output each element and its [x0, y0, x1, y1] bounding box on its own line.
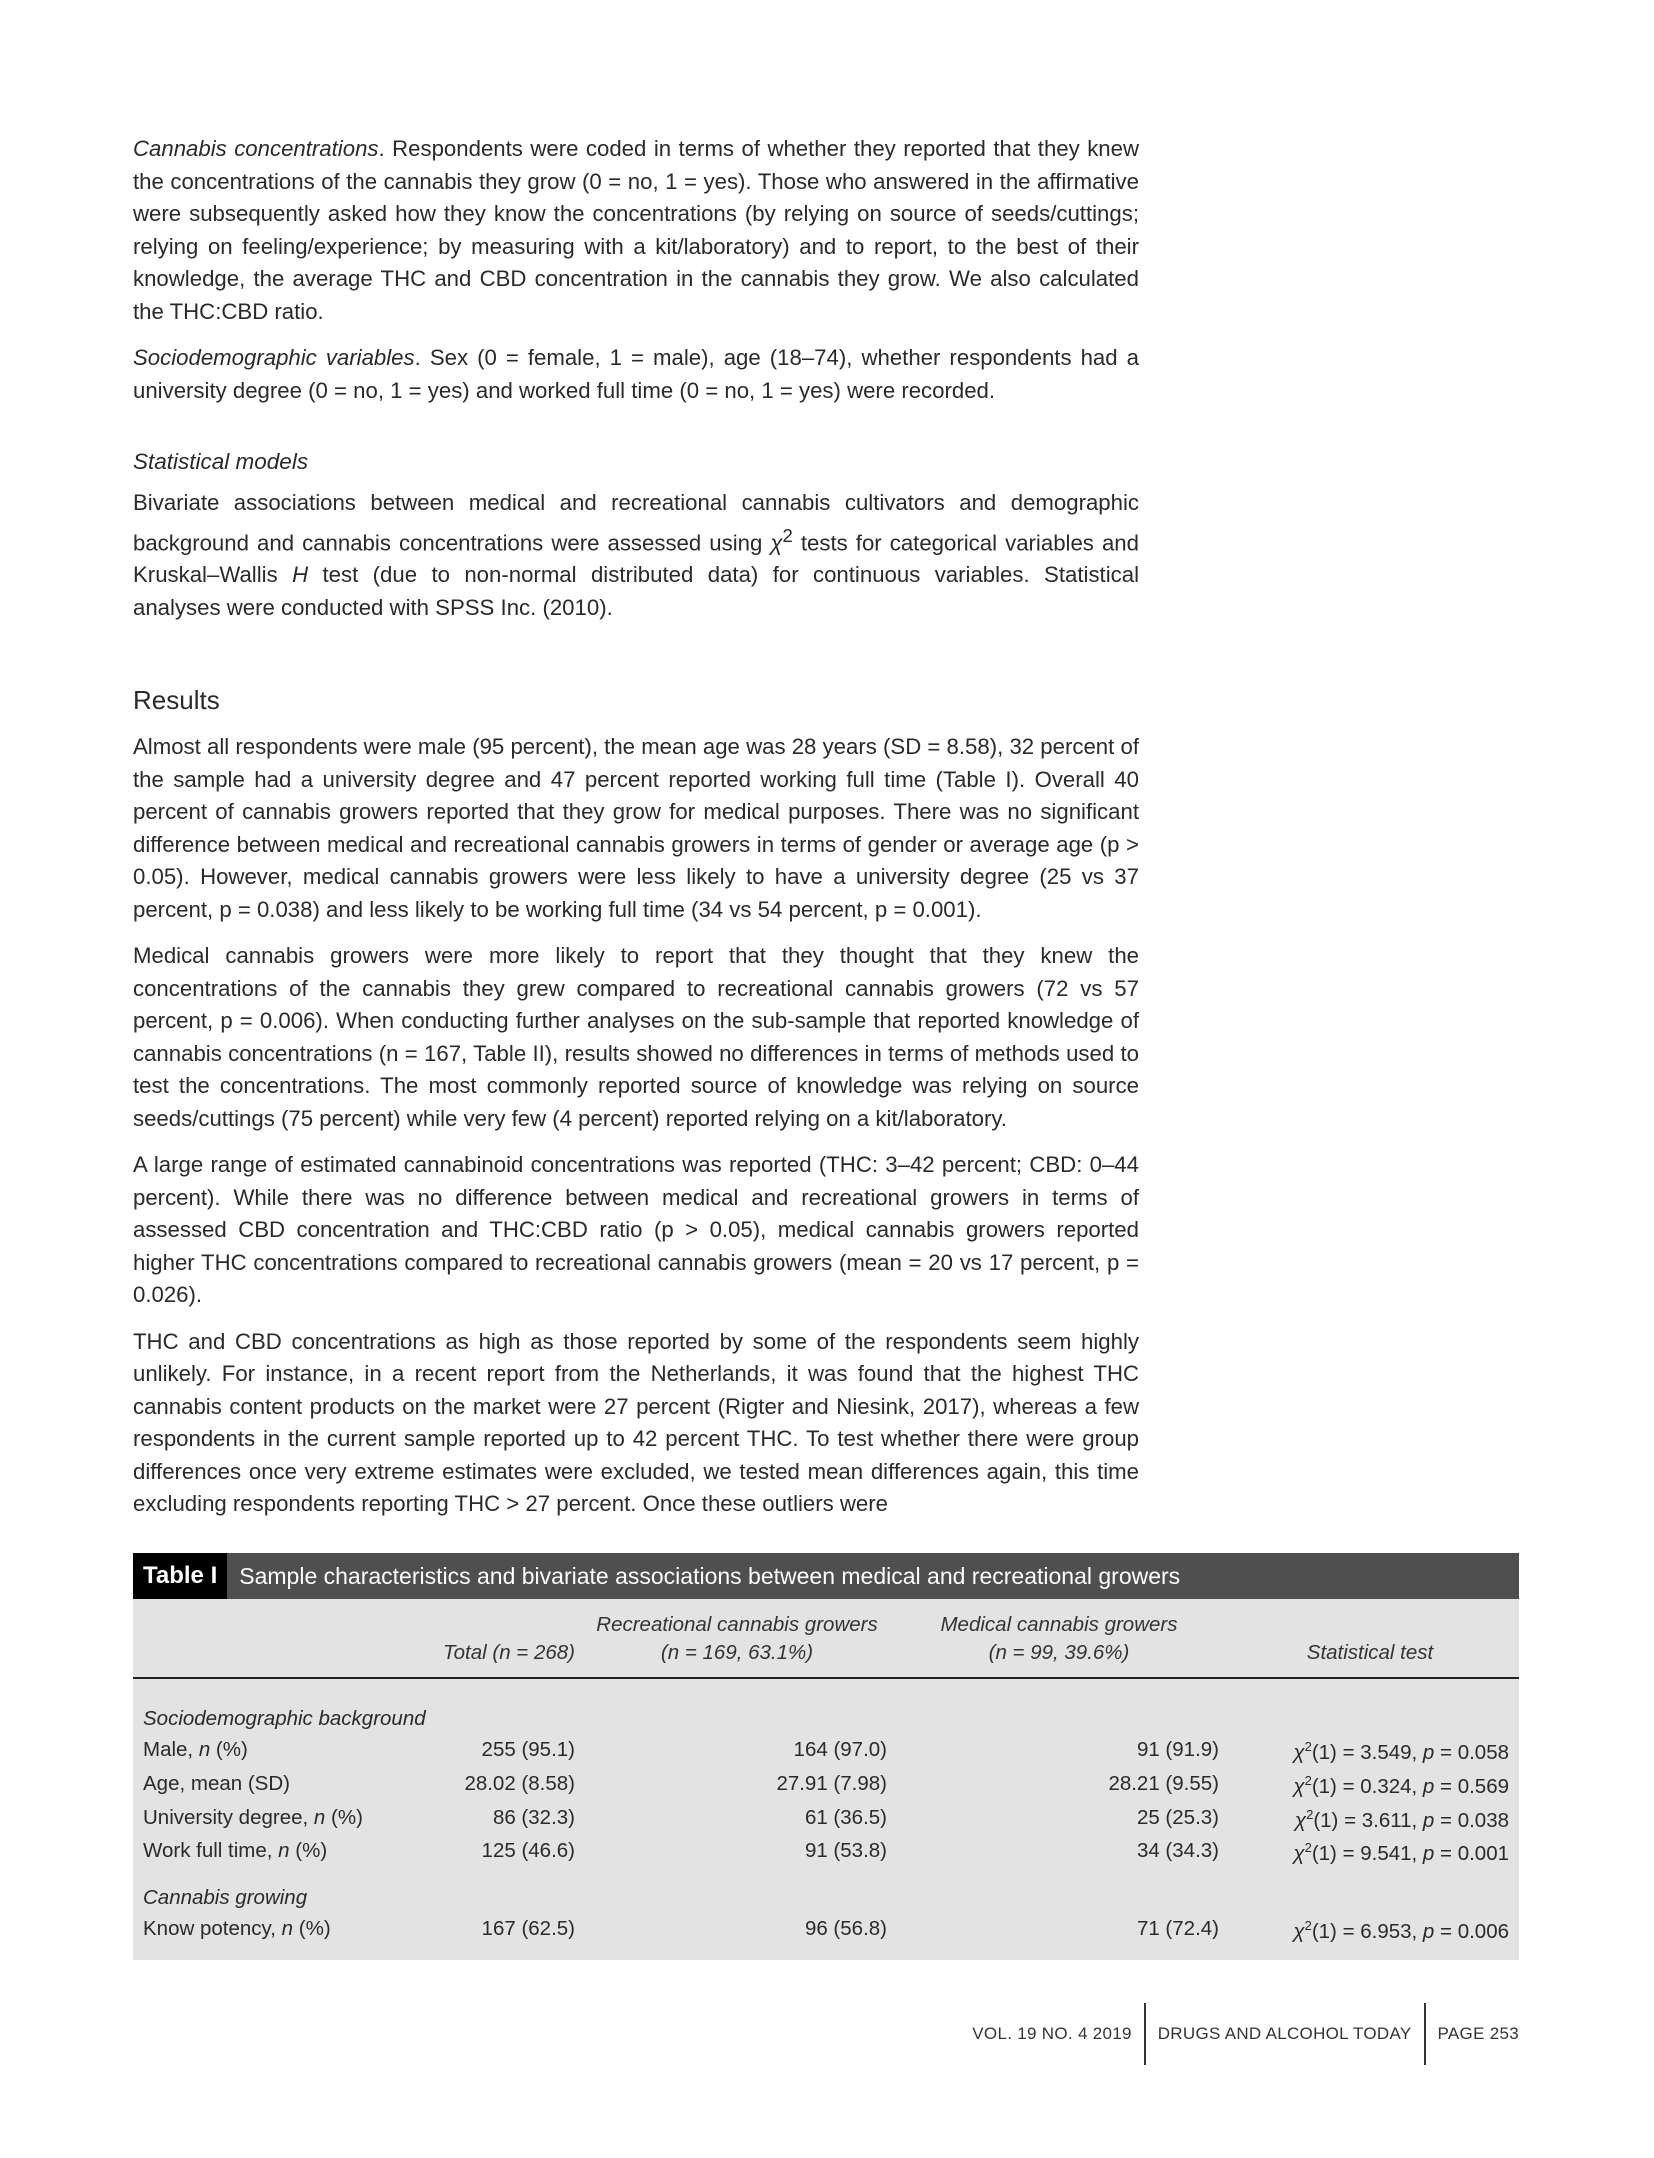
p-value: = 0.006: [1434, 1920, 1509, 1944]
paragraph-results-2: Medical cannabis growers were more likely to report that they thought that they knew the concentrations of the cannabis they grew compared to recreational cannabis growers (72 vs 57 percent, p = 0.006). When conducting further analyses on the sub-sample that reported knowledge of cannabis concentrations (n = 167, Table II), results showed no differences in terms of methods used to test the concentrations. The most commonly reported source of knowledge was relying on source seeds/cuttings (75 percent) while very few (4 percent) reported relying on a kit/laboratory.: [133, 943, 1139, 1131]
p-value: = 0.569: [1434, 1774, 1509, 1798]
group-label: Cannabis growing: [143, 1886, 308, 1910]
statistical-models-section: [133, 447, 1139, 638]
cell-recreational: 96 (56.8): [804, 1917, 887, 1941]
row-label-text: Age, mean (SD): [143, 1771, 290, 1795]
row-label-var: n: [281, 1917, 294, 1941]
subsection-heading: Statistical models: [133, 449, 309, 474]
test-value: (1) = 9.541,: [1311, 1842, 1423, 1866]
cell-statistical-test: [1225, 1834, 1519, 1868]
paragraph-lead: Sociodemographic variables: [133, 345, 415, 370]
footer-divider: [1144, 2003, 1146, 2065]
superscript: 2: [782, 524, 793, 546]
cell-total: 125 (46.6): [481, 1839, 575, 1863]
test-value: (1) = 6.953,: [1311, 1920, 1423, 1944]
group-label: Sociodemographic background: [143, 1707, 426, 1730]
row-label: [133, 1733, 419, 1767]
paragraph-statistical-models: [133, 487, 1139, 624]
paragraph-lead: Cannabis concentrations: [133, 136, 379, 161]
table-label: Table I: [133, 1553, 227, 1599]
cell-medical: 91 (91.9): [1136, 1737, 1219, 1761]
chi-symbol: χ: [1294, 1808, 1307, 1832]
text-span: test (due to non-normal distributed data) for continuous variables. Statistical analyses were conducted with SPSS Inc. (2010).: [133, 562, 1139, 620]
table-caption: Sample characteristics and bivariate associations between medical and recreational growers: [239, 1562, 1181, 1589]
row-label: [133, 1801, 419, 1835]
chi-symbol: χ: [770, 529, 783, 555]
cell-medical: 28.21 (9.55): [1108, 1771, 1219, 1795]
footer-journal: DRUGS AND ALCOHOL TODAY: [1157, 2024, 1412, 2043]
page-footer: [972, 2003, 1519, 2065]
table-row: [133, 1767, 1519, 1801]
row-label-tail: (%): [325, 1805, 363, 1829]
text-span: Bivariate associations between medical and recreational cannabis cultivators and demographic background and cannabis concentrations were assessed using: [133, 490, 1139, 555]
table-body: [133, 1599, 1519, 1960]
cell-total: 255 (95.1): [481, 1737, 575, 1761]
footer-volume: VOL. 19 NO. 4 2019: [972, 2024, 1132, 2043]
table-row: [133, 1912, 1519, 1946]
section-heading: Results: [133, 685, 220, 715]
row-label-text: Know potency,: [143, 1917, 282, 1941]
header-statistical-test: Statistical test: [1225, 1599, 1519, 1678]
test-value: (1) = 0.324,: [1311, 1774, 1423, 1798]
paragraph-results-3: A large range of estimated cannabinoid concentrations was reported (THC: 3–42 percent; CBD: 0–44 percent). While there was no difference between medical and recreational growers in terms of assessed CBD concentration and THC:CBD ratio (p > 0.05), medical cannabis growers reported higher THC concentrations compared to recreational cannabis growers (mean = 20 vs 17 percent, p = 0.026).: [133, 1152, 1139, 1307]
cell-medical: 71 (72.4): [1136, 1917, 1219, 1941]
chi-symbol: χ: [1293, 1842, 1305, 1866]
data-table: [133, 1599, 1519, 1946]
row-label-tail: (%): [293, 1917, 331, 1941]
row-label-tail: (%): [210, 1737, 248, 1761]
header-medical: [893, 1599, 1225, 1678]
paragraph-text: . Sex (0 = female, 1 = male), age (18–74), whether respondents had a university degree (0 = no, 1 = yes) and worked full time (0 = no, 1 = yes) were recorded.: [133, 345, 1139, 403]
cell-total: 167 (62.5): [481, 1917, 575, 1941]
cell-statistical-test: [1225, 1912, 1519, 1946]
chi-symbol: χ: [1293, 1740, 1305, 1764]
table-row: [133, 1801, 1519, 1835]
p-symbol: p: [1422, 1920, 1435, 1944]
row-label-var: n: [278, 1839, 290, 1863]
table-header-row: [133, 1599, 1519, 1678]
p-symbol: p: [1422, 1842, 1435, 1866]
cell-statistical-test: [1225, 1801, 1519, 1835]
p-symbol: p: [1422, 1808, 1435, 1832]
superscript: 2: [1304, 1739, 1312, 1754]
header-line: Recreational cannabis growers: [596, 1613, 878, 1636]
test-value: (1) = 3.549,: [1311, 1740, 1423, 1764]
row-label: [133, 1834, 419, 1868]
row-label-text: Work full time,: [143, 1839, 279, 1863]
table-1: [133, 1553, 1519, 1960]
table-group-row: [133, 1678, 1519, 1733]
row-label: [133, 1912, 419, 1946]
header-line: Medical cannabis growers: [940, 1613, 1178, 1636]
superscript: 2: [1304, 1918, 1312, 1934]
row-label-var: n: [313, 1805, 326, 1829]
row-label: [133, 1767, 419, 1801]
cell-recreational: 164 (97.0): [793, 1737, 887, 1761]
p-symbol: p: [1422, 1774, 1435, 1798]
p-symbol: p: [1422, 1740, 1435, 1764]
superscript: 2: [1306, 1806, 1314, 1822]
table-row: [133, 1834, 1519, 1868]
p-value: = 0.001: [1434, 1842, 1509, 1866]
cell-medical: 34 (34.3): [1136, 1839, 1219, 1863]
cell-statistical-test: [1225, 1767, 1519, 1801]
row-label-var: n: [198, 1737, 211, 1761]
text-span: tests for categorical variables and Kruskal–Wallis: [133, 529, 1139, 588]
header-empty: [133, 1599, 419, 1678]
footer-divider: [1424, 2003, 1426, 2065]
row-label-text: Male,: [143, 1737, 199, 1761]
row-label-text: University degree,: [143, 1805, 314, 1829]
cell-total: 86 (32.3): [492, 1805, 575, 1829]
p-value: = 0.038: [1434, 1808, 1509, 1832]
chi-symbol: χ: [1293, 1774, 1305, 1798]
chi-symbol: χ: [1293, 1920, 1305, 1944]
header-line: (n = 169, 63.1%): [660, 1641, 814, 1664]
paragraph-results-4: THC and CBD concentrations as high as those reported by some of the respondents seem highly unlikely. For instance, in a recent report from the Netherlands, it was found that the highest THC cannabis content products on the market were 27 percent (Rigter and Niesink, 2017), whereas a few respondents in the current sample reported up to 42 percent THC. To test whether there were group differences once very extreme estimates were excluded, we tested mean differences again, this time excluding respondents reporting THC > 27 percent. Once these outliers were: [133, 1328, 1139, 1516]
main-text-column: [133, 133, 1139, 421]
cell-recreational: 27.91 (7.98): [776, 1771, 887, 1795]
table-row: [133, 1733, 1519, 1767]
table-title-bar: [133, 1553, 1519, 1599]
header-recreational: [581, 1599, 893, 1678]
paragraph-results-1: Almost all respondents were male (95 percent), the mean age was 28 years (SD = 8.58), 32 percent of the sample had a university degree and 47 percent reported working full time (Table I). Overall 40 percent of cannabis growers reported that they grow for medical purposes. There was no significant difference between medical and recreational cannabis growers in terms of gender or average age (p > 0.05). However, medical cannabis growers were less likely to have a university degree (25 vs 37 percent, p = 0.038) and less likely to be working full time (34 vs 54 percent, p = 0.001).: [133, 734, 1139, 922]
h-symbol: H: [292, 562, 309, 588]
cell-statistical-test: [1225, 1733, 1519, 1767]
superscript: 2: [1304, 1772, 1312, 1788]
superscript: 2: [1304, 1840, 1312, 1856]
cell-recreational: 91 (53.8): [804, 1839, 887, 1863]
cell-medical: 25 (25.3): [1136, 1805, 1219, 1829]
header-line: (n = 99, 39.6%): [988, 1641, 1130, 1664]
cell-recreational: 61 (36.5): [804, 1805, 887, 1829]
cell-total: 28.02 (8.58): [464, 1771, 575, 1795]
test-value: (1) = 3.611,: [1313, 1808, 1423, 1832]
paragraph-sociodemographic: [133, 342, 1139, 407]
table-group-row: [133, 1868, 1519, 1912]
results-section: [133, 683, 1139, 1535]
row-label-tail: (%): [289, 1839, 328, 1863]
paragraph-cannabis-concentrations: [133, 133, 1139, 328]
header-total: Total (n = 268): [419, 1599, 581, 1678]
footer-page: PAGE 253: [1437, 2024, 1519, 2043]
p-value: = 0.058: [1434, 1740, 1509, 1764]
paragraph-text: . Respondents were coded in terms of whether they reported that they knew the concentrations of the cannabis they grow (0 = no, 1 = yes). Those who answered in the affirmative were subsequently asked how they know the concentrations (by relying on source of seeds/cuttings; relying on feeling/experience; by measuring with a kit/laboratory) and to report, to the best of their knowledge, the average THC and CBD concentration in the cannabis they grow. We also calculated the THC:CBD ratio.: [133, 136, 1139, 324]
